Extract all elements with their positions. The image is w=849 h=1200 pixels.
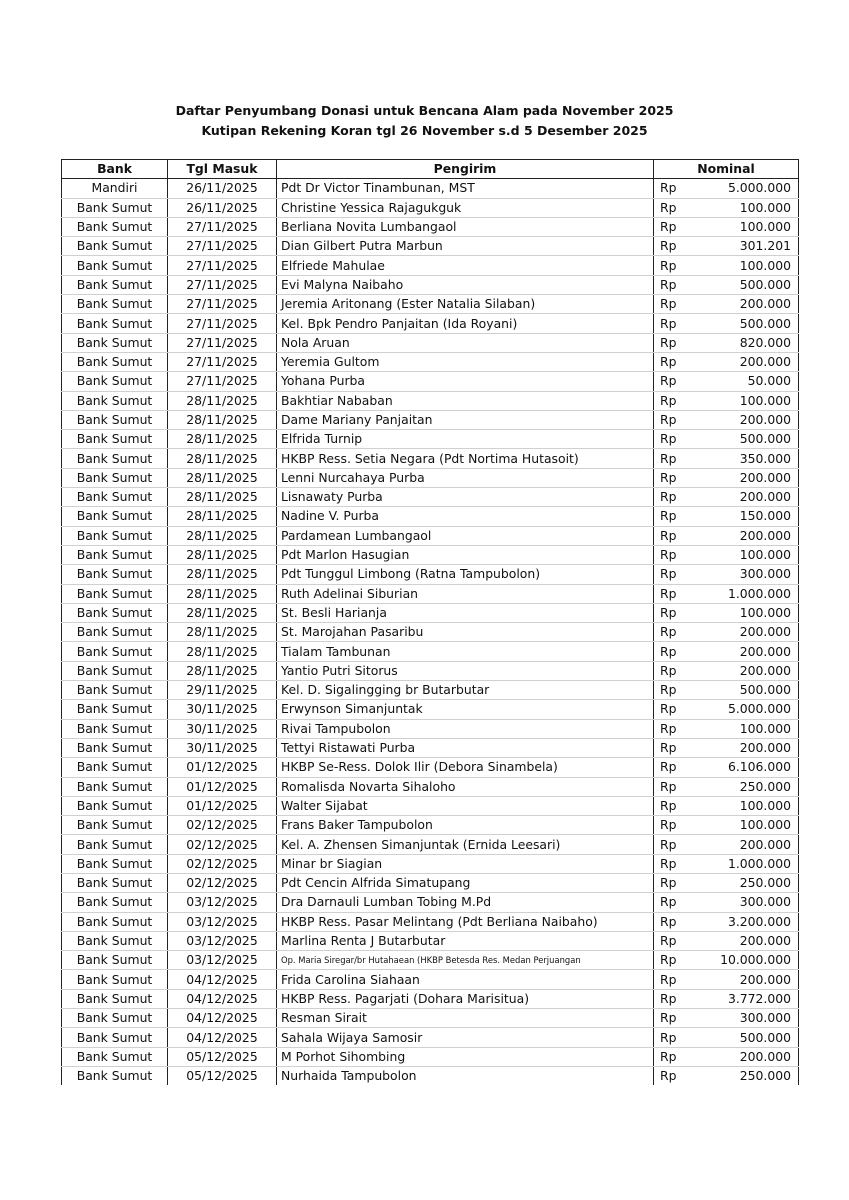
cell-amount: 10.000.000 (696, 951, 799, 970)
cell-date: 03/12/2025 (168, 912, 277, 931)
cell-currency: Rp (654, 584, 696, 603)
cell-amount: 100.000 (696, 217, 799, 236)
cell-sender: Evi Malyna Naibaho (277, 275, 654, 294)
cell-sender: Christine Yessica Rajagukguk (277, 198, 654, 217)
cell-sender: Tialam Tambunan (277, 642, 654, 661)
column-header-sender: Pengirim (277, 160, 654, 179)
cell-sender: Rivai Tampubolon (277, 719, 654, 738)
cell-bank: Bank Sumut (62, 951, 168, 970)
table-row (62, 681, 799, 700)
cell-date: 01/12/2025 (168, 758, 277, 777)
cell-amount: 150.000 (696, 507, 799, 526)
cell-sender: Pdt Dr Victor Tinambunan, MST (277, 179, 654, 198)
cell-sender: Bakhtiar Nababan (277, 391, 654, 410)
cell-amount: 200.000 (696, 661, 799, 680)
cell-currency: Rp (654, 854, 696, 873)
cell-date: 28/11/2025 (168, 391, 277, 410)
table-row (62, 507, 799, 526)
table-row (62, 873, 799, 892)
cell-date: 27/11/2025 (168, 217, 277, 236)
cell-currency: Rp (654, 314, 696, 333)
cell-amount: 200.000 (696, 488, 799, 507)
table-row (62, 333, 799, 352)
cell-sender: Ruth Adelinai Siburian (277, 584, 654, 603)
cell-bank: Bank Sumut (62, 816, 168, 835)
donation-table (61, 159, 799, 1085)
table-row (62, 758, 799, 777)
cell-date: 02/12/2025 (168, 835, 277, 854)
cell-currency: Rp (654, 468, 696, 487)
cell-amount: 250.000 (696, 873, 799, 892)
cell-sender: Dra Darnauli Lumban Tobing M.Pd (277, 893, 654, 912)
cell-bank: Bank Sumut (62, 430, 168, 449)
cell-bank: Bank Sumut (62, 507, 168, 526)
cell-sender: Lisnawaty Purba (277, 488, 654, 507)
cell-sender: Pdt Tunggul Limbong (Ratna Tampubolon) (277, 565, 654, 584)
cell-date: 27/11/2025 (168, 295, 277, 314)
cell-date: 28/11/2025 (168, 468, 277, 487)
cell-amount: 100.000 (696, 796, 799, 815)
cell-sender: Dian Gilbert Putra Marbun (277, 237, 654, 256)
table-row (62, 700, 799, 719)
cell-currency: Rp (654, 623, 696, 642)
cell-currency: Rp (654, 1009, 696, 1028)
table-row (62, 391, 799, 410)
cell-date: 28/11/2025 (168, 488, 277, 507)
table-row (62, 352, 799, 371)
cell-date: 02/12/2025 (168, 816, 277, 835)
column-header-date: Tgl Masuk (168, 160, 277, 179)
cell-bank: Bank Sumut (62, 758, 168, 777)
cell-bank: Bank Sumut (62, 642, 168, 661)
cell-bank: Bank Sumut (62, 256, 168, 275)
table-row (62, 912, 799, 931)
cell-currency: Rp (654, 1028, 696, 1047)
cell-bank: Bank Sumut (62, 295, 168, 314)
cell-currency: Rp (654, 603, 696, 622)
document-subtitle: Kutipan Rekening Koran tgl 26 November s.d 5 Desember 2025 (201, 123, 648, 138)
cell-amount: 200.000 (696, 1047, 799, 1066)
cell-bank: Bank Sumut (62, 893, 168, 912)
cell-currency: Rp (654, 275, 696, 294)
cell-bank: Bank Sumut (62, 719, 168, 738)
cell-date: 30/11/2025 (168, 700, 277, 719)
cell-date: 04/12/2025 (168, 970, 277, 989)
cell-bank: Bank Sumut (62, 970, 168, 989)
cell-currency: Rp (654, 391, 696, 410)
cell-sender: Nadine V. Purba (277, 507, 654, 526)
cell-amount: 250.000 (696, 777, 799, 796)
cell-date: 01/12/2025 (168, 777, 277, 796)
cell-currency: Rp (654, 256, 696, 275)
cell-date: 28/11/2025 (168, 545, 277, 564)
table-row (62, 777, 799, 796)
cell-currency: Rp (654, 295, 696, 314)
cell-currency: Rp (654, 951, 696, 970)
cell-currency: Rp (654, 333, 696, 352)
cell-sender: Berliana Novita Lumbangaol (277, 217, 654, 236)
table-row (62, 603, 799, 622)
cell-date: 04/12/2025 (168, 1009, 277, 1028)
cell-sender: Minar br Siagian (277, 854, 654, 873)
cell-sender: Kel. Bpk Pendro Panjaitan (Ida Royani) (277, 314, 654, 333)
cell-amount: 100.000 (696, 256, 799, 275)
cell-date: 28/11/2025 (168, 430, 277, 449)
table-row (62, 468, 799, 487)
table-row (62, 970, 799, 989)
cell-date: 28/11/2025 (168, 507, 277, 526)
cell-amount: 300.000 (696, 565, 799, 584)
cell-date: 28/11/2025 (168, 661, 277, 680)
cell-sender: Pardamean Lumbangaol (277, 526, 654, 545)
cell-currency: Rp (654, 507, 696, 526)
table-row (62, 931, 799, 950)
cell-sender: Yohana Purba (277, 372, 654, 391)
cell-bank: Bank Sumut (62, 1066, 168, 1085)
cell-bank: Bank Sumut (62, 796, 168, 815)
cell-sender: Walter Sijabat (277, 796, 654, 815)
cell-currency: Rp (654, 410, 696, 429)
cell-sender: Frans Baker Tampubolon (277, 816, 654, 835)
cell-date: 27/11/2025 (168, 333, 277, 352)
cell-amount: 200.000 (696, 835, 799, 854)
cell-sender: Yantio Putri Sitorus (277, 661, 654, 680)
cell-date: 05/12/2025 (168, 1066, 277, 1085)
cell-bank: Bank Sumut (62, 835, 168, 854)
cell-sender: HKBP Ress. Pagarjati (Dohara Marisitua) (277, 989, 654, 1008)
cell-currency: Rp (654, 217, 696, 236)
cell-currency: Rp (654, 970, 696, 989)
cell-currency: Rp (654, 738, 696, 757)
cell-date: 28/11/2025 (168, 449, 277, 468)
cell-amount: 100.000 (696, 391, 799, 410)
cell-sender: Nurhaida Tampubolon (277, 1066, 654, 1085)
cell-date: 27/11/2025 (168, 237, 277, 256)
cell-currency: Rp (654, 796, 696, 815)
cell-sender: Dame Mariany Panjaitan (277, 410, 654, 429)
cell-bank: Bank Sumut (62, 391, 168, 410)
cell-sender: Marlina Renta J Butarbutar (277, 931, 654, 950)
cell-amount: 200.000 (696, 623, 799, 642)
cell-date: 29/11/2025 (168, 681, 277, 700)
table-row (62, 584, 799, 603)
cell-amount: 100.000 (696, 545, 799, 564)
cell-bank: Bank Sumut (62, 526, 168, 545)
cell-date: 05/12/2025 (168, 1047, 277, 1066)
cell-date: 28/11/2025 (168, 642, 277, 661)
cell-amount: 200.000 (696, 642, 799, 661)
cell-currency: Rp (654, 893, 696, 912)
cell-currency: Rp (654, 430, 696, 449)
cell-amount: 250.000 (696, 1066, 799, 1085)
cell-date: 28/11/2025 (168, 565, 277, 584)
table-row (62, 372, 799, 391)
cell-sender: HKBP Se-Ress. Dolok Ilir (Debora Sinambela) (277, 758, 654, 777)
cell-amount: 5.000.000 (696, 179, 799, 198)
cell-currency: Rp (654, 352, 696, 371)
cell-sender: Kel. A. Zhensen Simanjuntak (Ernida Leesari) (277, 835, 654, 854)
table-row (62, 449, 799, 468)
cell-bank: Bank Sumut (62, 198, 168, 217)
cell-date: 30/11/2025 (168, 719, 277, 738)
cell-currency: Rp (654, 237, 696, 256)
cell-amount: 301.201 (696, 237, 799, 256)
table-row (62, 661, 799, 680)
table-row (62, 488, 799, 507)
cell-currency: Rp (654, 931, 696, 950)
cell-amount: 200.000 (696, 295, 799, 314)
cell-sender: Jeremia Aritonang (Ester Natalia Silaban) (277, 295, 654, 314)
cell-currency: Rp (654, 488, 696, 507)
cell-amount: 3.772.000 (696, 989, 799, 1008)
cell-date: 28/11/2025 (168, 584, 277, 603)
cell-date: 27/11/2025 (168, 256, 277, 275)
cell-amount: 200.000 (696, 352, 799, 371)
table-row (62, 1047, 799, 1066)
cell-bank: Bank Sumut (62, 410, 168, 429)
cell-amount: 500.000 (696, 430, 799, 449)
cell-sender: Pdt Marlon Hasugian (277, 545, 654, 564)
table-row (62, 719, 799, 738)
cell-amount: 50.000 (696, 372, 799, 391)
table-row (62, 623, 799, 642)
cell-amount: 1.000.000 (696, 584, 799, 603)
cell-date: 27/11/2025 (168, 352, 277, 371)
cell-currency: Rp (654, 873, 696, 892)
cell-sender: Kel. D. Sigalingging br Butarbutar (277, 681, 654, 700)
table-row (62, 738, 799, 757)
cell-currency: Rp (654, 372, 696, 391)
cell-bank: Mandiri (62, 179, 168, 198)
table-row (62, 198, 799, 217)
cell-bank: Bank Sumut (62, 623, 168, 642)
cell-bank: Bank Sumut (62, 854, 168, 873)
cell-bank: Bank Sumut (62, 275, 168, 294)
cell-bank: Bank Sumut (62, 488, 168, 507)
cell-bank: Bank Sumut (62, 989, 168, 1008)
cell-bank: Bank Sumut (62, 565, 168, 584)
table-row (62, 410, 799, 429)
cell-bank: Bank Sumut (62, 372, 168, 391)
table-row (62, 217, 799, 236)
cell-date: 01/12/2025 (168, 796, 277, 815)
table-row (62, 854, 799, 873)
cell-date: 27/11/2025 (168, 314, 277, 333)
cell-date: 28/11/2025 (168, 410, 277, 429)
table-row (62, 1009, 799, 1028)
cell-currency: Rp (654, 526, 696, 545)
column-header-nominal: Nominal (654, 160, 799, 179)
table-row (62, 796, 799, 815)
table-row (62, 893, 799, 912)
table-header-row (62, 160, 799, 179)
cell-bank: Bank Sumut (62, 584, 168, 603)
cell-amount: 500.000 (696, 1028, 799, 1047)
cell-sender: St. Marojahan Pasaribu (277, 623, 654, 642)
table-row (62, 526, 799, 545)
cell-date: 03/12/2025 (168, 951, 277, 970)
cell-sender: Tettyi Ristawati Purba (277, 738, 654, 757)
cell-sender: Frida Carolina Siahaan (277, 970, 654, 989)
table-row (62, 1066, 799, 1085)
table-row (62, 642, 799, 661)
cell-bank: Bank Sumut (62, 545, 168, 564)
cell-currency: Rp (654, 1047, 696, 1066)
cell-amount: 200.000 (696, 468, 799, 487)
cell-currency: Rp (654, 835, 696, 854)
cell-amount: 200.000 (696, 931, 799, 950)
cell-sender: Elfrida Turnip (277, 430, 654, 449)
cell-amount: 5.000.000 (696, 700, 799, 719)
cell-date: 27/11/2025 (168, 275, 277, 294)
cell-amount: 500.000 (696, 314, 799, 333)
table-row (62, 565, 799, 584)
cell-date: 28/11/2025 (168, 623, 277, 642)
cell-currency: Rp (654, 912, 696, 931)
cell-currency: Rp (654, 449, 696, 468)
cell-amount: 200.000 (696, 526, 799, 545)
cell-amount: 300.000 (696, 1009, 799, 1028)
cell-date: 03/12/2025 (168, 893, 277, 912)
cell-bank: Bank Sumut (62, 314, 168, 333)
cell-currency: Rp (654, 661, 696, 680)
cell-amount: 500.000 (696, 275, 799, 294)
cell-currency: Rp (654, 1066, 696, 1085)
cell-currency: Rp (654, 179, 696, 198)
cell-date: 28/11/2025 (168, 526, 277, 545)
cell-amount: 500.000 (696, 681, 799, 700)
document-title: Daftar Penyumbang Donasi untuk Bencana Alam pada November 2025 (175, 103, 674, 118)
cell-currency: Rp (654, 198, 696, 217)
table-row (62, 835, 799, 854)
cell-sender: Lenni Nurcahaya Purba (277, 468, 654, 487)
cell-date: 30/11/2025 (168, 738, 277, 757)
table-row (62, 179, 799, 198)
cell-sender: Romalisda Novarta Sihaloho (277, 777, 654, 796)
cell-sender: Pdt Cencin Alfrida Simatupang (277, 873, 654, 892)
table-row (62, 237, 799, 256)
cell-amount: 3.200.000 (696, 912, 799, 931)
cell-bank: Bank Sumut (62, 1009, 168, 1028)
cell-bank: Bank Sumut (62, 700, 168, 719)
cell-date: 27/11/2025 (168, 372, 277, 391)
cell-sender: Resman Sirait (277, 1009, 654, 1028)
cell-date: 02/12/2025 (168, 873, 277, 892)
table-row (62, 545, 799, 564)
cell-bank: Bank Sumut (62, 777, 168, 796)
cell-amount: 200.000 (696, 738, 799, 757)
cell-bank: Bank Sumut (62, 738, 168, 757)
cell-bank: Bank Sumut (62, 603, 168, 622)
cell-date: 26/11/2025 (168, 198, 277, 217)
cell-amount: 300.000 (696, 893, 799, 912)
cell-bank: Bank Sumut (62, 931, 168, 950)
cell-bank: Bank Sumut (62, 873, 168, 892)
table-row (62, 430, 799, 449)
cell-bank: Bank Sumut (62, 449, 168, 468)
cell-currency: Rp (654, 719, 696, 738)
cell-sender: Yeremia Gultom (277, 352, 654, 371)
cell-date: 03/12/2025 (168, 931, 277, 950)
cell-currency: Rp (654, 700, 696, 719)
cell-amount: 100.000 (696, 719, 799, 738)
cell-currency: Rp (654, 545, 696, 564)
cell-bank: Bank Sumut (62, 333, 168, 352)
cell-sender: HKBP Ress. Setia Negara (Pdt Nortima Hutasoit) (277, 449, 654, 468)
cell-bank: Bank Sumut (62, 1028, 168, 1047)
cell-amount: 1.000.000 (696, 854, 799, 873)
cell-sender: St. Besli Harianja (277, 603, 654, 622)
cell-amount: 100.000 (696, 816, 799, 835)
column-header-bank: Bank (62, 160, 168, 179)
cell-sender: M Porhot Sihombing (277, 1047, 654, 1066)
cell-date: 04/12/2025 (168, 1028, 277, 1047)
cell-amount: 100.000 (696, 198, 799, 217)
cell-bank: Bank Sumut (62, 217, 168, 236)
cell-currency: Rp (654, 989, 696, 1008)
table-row (62, 275, 799, 294)
cell-bank: Bank Sumut (62, 352, 168, 371)
cell-currency: Rp (654, 642, 696, 661)
cell-sender: Elfriede Mahulae (277, 256, 654, 275)
table-row (62, 1028, 799, 1047)
table-row (62, 256, 799, 275)
cell-bank: Bank Sumut (62, 681, 168, 700)
cell-amount: 200.000 (696, 970, 799, 989)
cell-amount: 100.000 (696, 603, 799, 622)
cell-sender: HKBP Ress. Pasar Melintang (Pdt Berliana Naibaho) (277, 912, 654, 931)
cell-bank: Bank Sumut (62, 1047, 168, 1066)
cell-bank: Bank Sumut (62, 468, 168, 487)
cell-currency: Rp (654, 681, 696, 700)
cell-currency: Rp (654, 816, 696, 835)
cell-bank: Bank Sumut (62, 912, 168, 931)
cell-sender: Sahala Wijaya Samosir (277, 1028, 654, 1047)
table-row (62, 989, 799, 1008)
cell-amount: 6.106.000 (696, 758, 799, 777)
cell-currency: Rp (654, 777, 696, 796)
cell-date: 28/11/2025 (168, 603, 277, 622)
cell-date: 02/12/2025 (168, 854, 277, 873)
table-row (62, 951, 799, 970)
cell-date: 26/11/2025 (168, 179, 277, 198)
cell-currency: Rp (654, 565, 696, 584)
table-row (62, 816, 799, 835)
cell-sender: Erwynson Simanjuntak (277, 700, 654, 719)
cell-amount: 820.000 (696, 333, 799, 352)
cell-bank: Bank Sumut (62, 661, 168, 680)
cell-amount: 200.000 (696, 410, 799, 429)
cell-date: 04/12/2025 (168, 989, 277, 1008)
table-row (62, 295, 799, 314)
cell-currency: Rp (654, 758, 696, 777)
cell-bank: Bank Sumut (62, 237, 168, 256)
cell-amount: 350.000 (696, 449, 799, 468)
cell-sender: Op. Maria Siregar/br Hutahaean (HKBP Betesda Res. Medan Perjuangan (277, 951, 654, 970)
table-row (62, 314, 799, 333)
cell-sender: Nola Aruan (277, 333, 654, 352)
